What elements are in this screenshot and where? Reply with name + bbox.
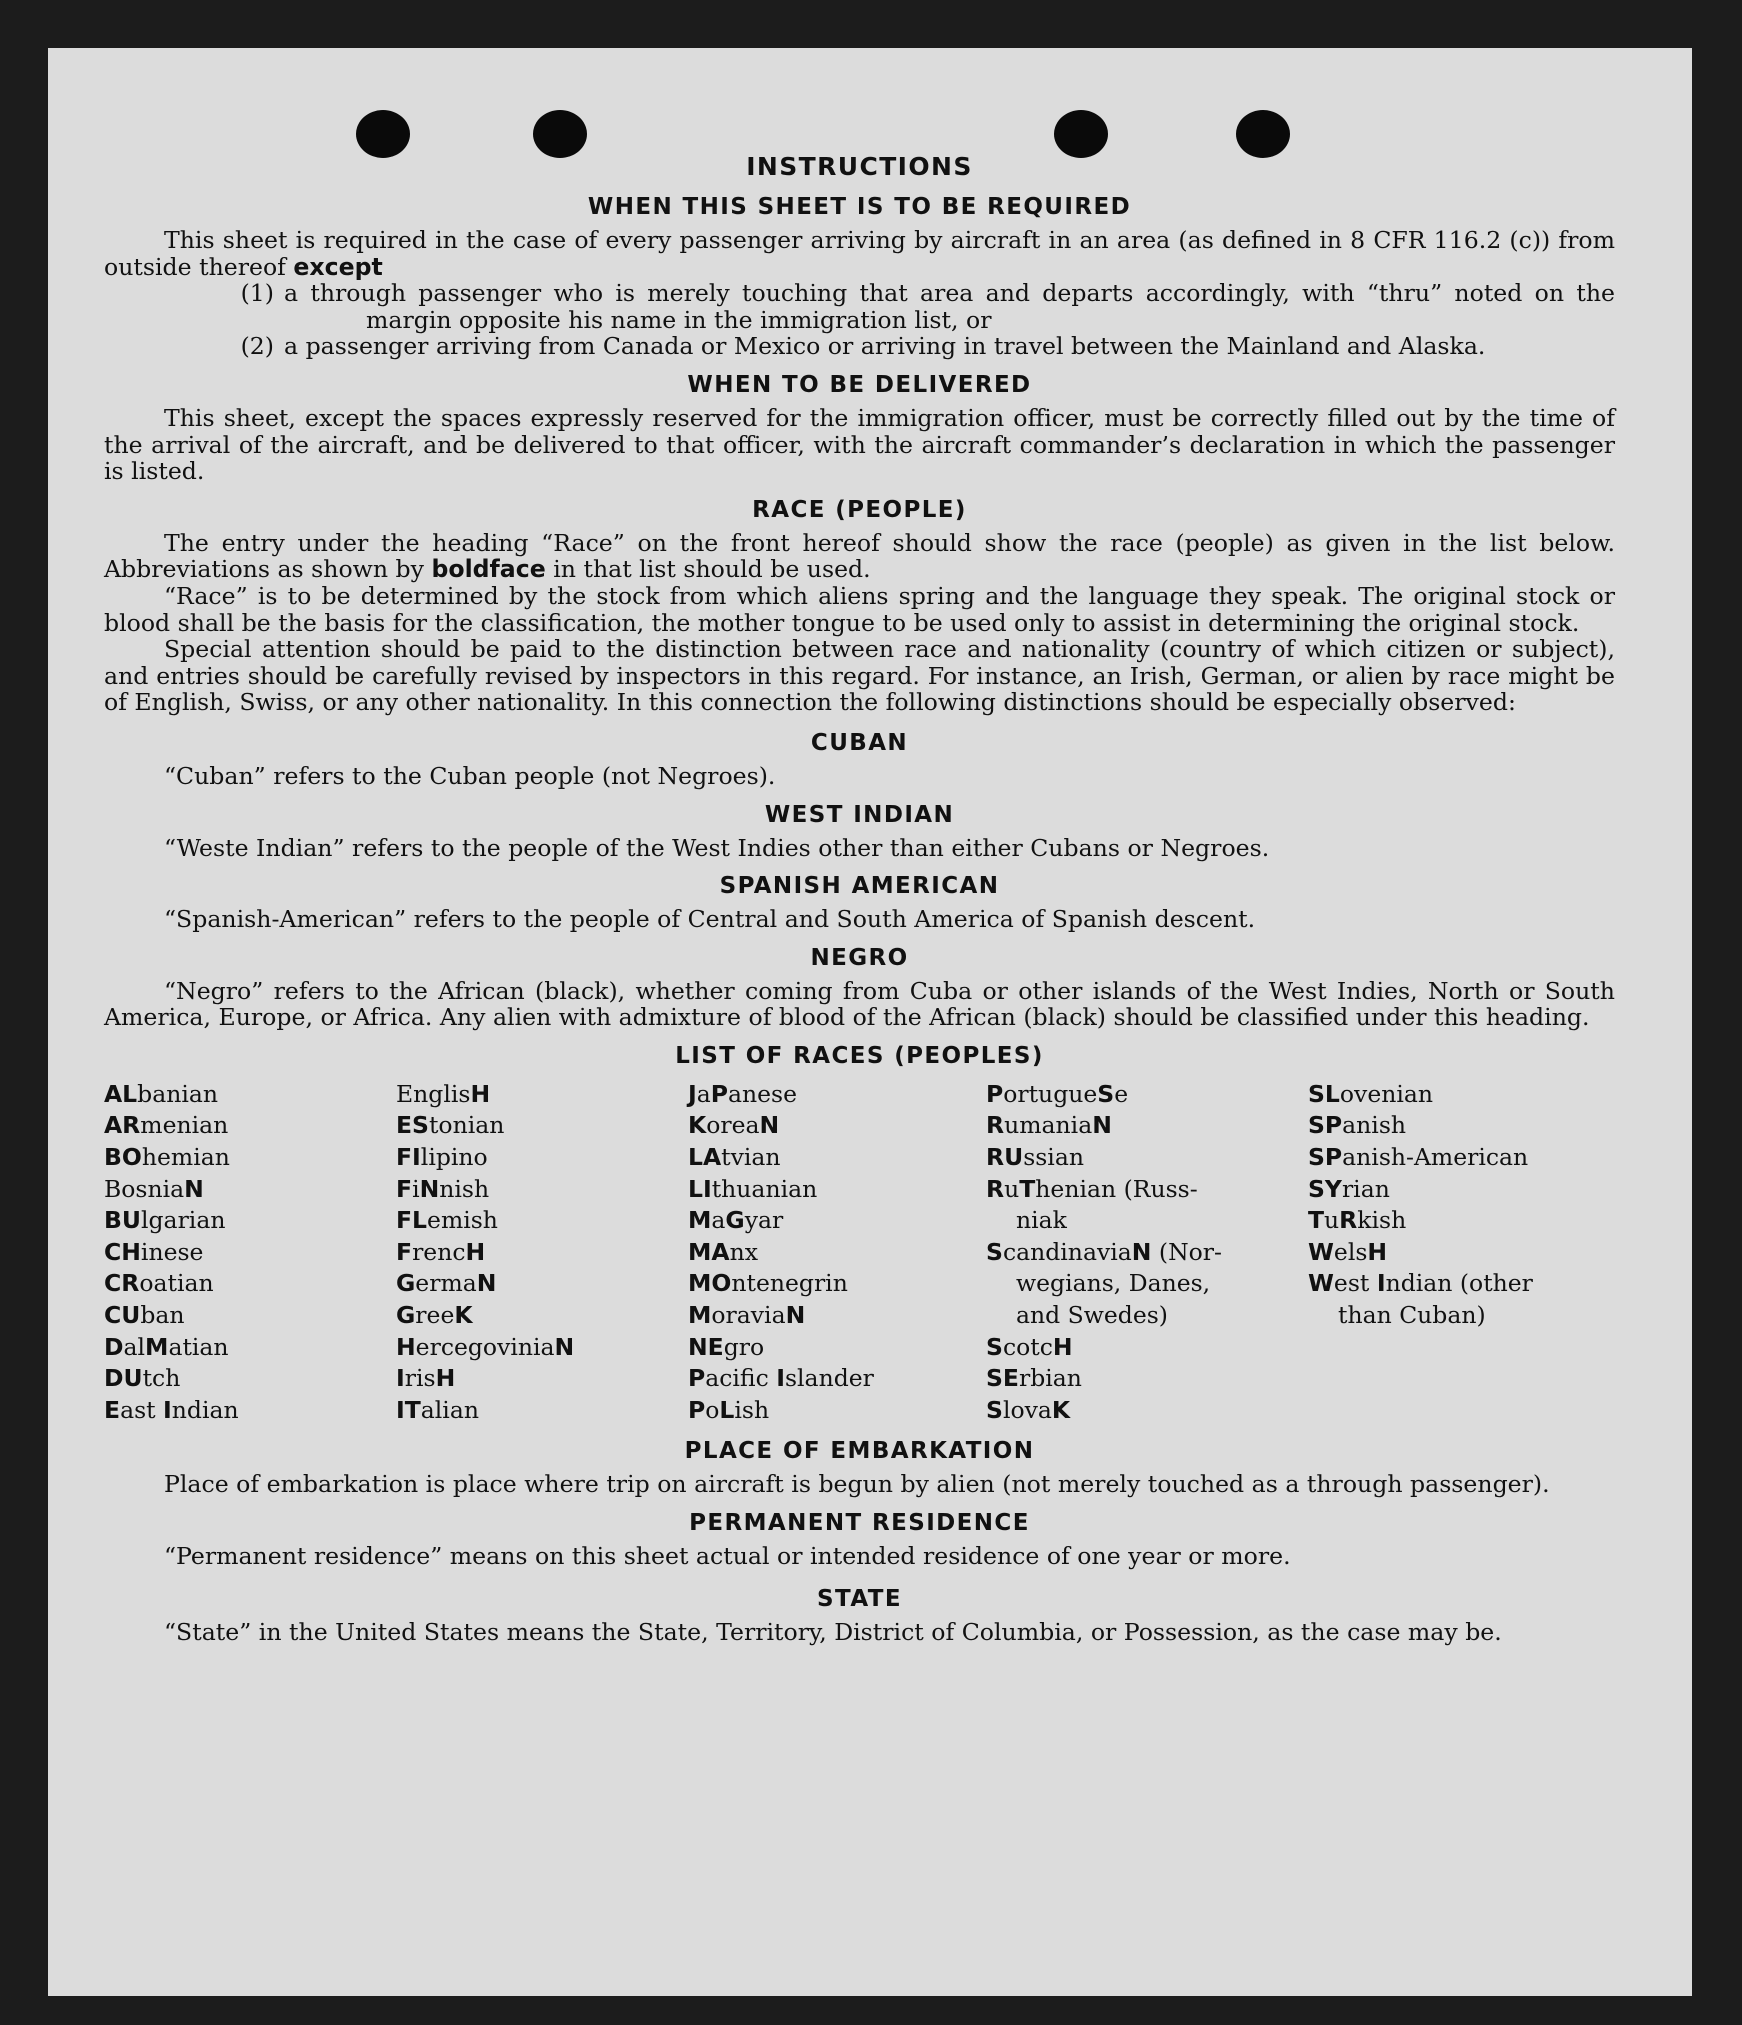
race-entry [396, 1268, 688, 1300]
race-name-part: acific [705, 1364, 777, 1393]
section-heading-negro: NEGRO [810, 944, 909, 971]
race-abbreviation: N [785, 1301, 806, 1330]
race-entry [688, 1142, 986, 1174]
race-name-part: tonian [428, 1111, 505, 1140]
race-name-part: hemian [141, 1143, 230, 1172]
race-name-part: nish [439, 1174, 490, 1203]
race-entry [396, 1363, 688, 1395]
race-entry [688, 1205, 986, 1237]
race-abbreviation: T [1308, 1206, 1325, 1235]
delivered-paragraph: This sheet, except the spaces expressly reserved for the immigration officer, must be correctly filled out by the time of the arrival of the aircraft, and be delivered to that officer, with the aircraft commander’s declaration in which the passenger is listed. [104, 403, 1615, 486]
cuban-paragraph: “Cuban” refers to the Cuban people (not Negroes). [164, 761, 776, 790]
race-abbreviation: L [719, 1395, 735, 1424]
race-entry [688, 1174, 986, 1206]
race-entry [104, 1332, 396, 1364]
race-name-part: renc [412, 1237, 466, 1266]
race-abbreviation: N [759, 1111, 780, 1140]
race-abbreviation: K [1051, 1395, 1071, 1424]
race-abbreviation: SP [1308, 1111, 1343, 1140]
race-abbreviation: W [1308, 1237, 1334, 1266]
race-entry [396, 1205, 688, 1237]
document-sheet [48, 48, 1692, 1996]
race-entry [1308, 1237, 1608, 1269]
race-entry [688, 1268, 986, 1300]
race-entry [1308, 1300, 1608, 1332]
race-abbreviation: FI [396, 1143, 421, 1172]
race-abbreviation: I [163, 1395, 172, 1424]
race-entry [104, 1174, 396, 1206]
race-paragraph [104, 530, 1615, 583]
punch-hole [533, 110, 587, 158]
race-entry [1308, 1268, 1608, 1300]
race-name-part: ast [120, 1395, 164, 1424]
item-number: (2) [240, 332, 274, 361]
race-abbreviation: H [470, 1079, 491, 1108]
race-entry [396, 1110, 688, 1142]
race-name-part: yar [744, 1206, 784, 1235]
race-name-part: nx [729, 1237, 758, 1266]
state-paragraph: “State” in the United States means the State, Territory, District of Columbia, or Possession, as the case may be. [164, 1617, 1502, 1646]
race-list [104, 1079, 1615, 1427]
race-name-part: oravia [711, 1301, 786, 1330]
race-entry [104, 1110, 396, 1142]
race-entry [688, 1395, 986, 1427]
race-abbreviation: W [1308, 1269, 1334, 1298]
section-heading-races: LIST OF RACES (PEOPLES) [675, 1042, 1044, 1069]
race-name-part: ovenian [1339, 1079, 1434, 1108]
race-entry [986, 1395, 1308, 1427]
race-entry [688, 1237, 986, 1269]
section-heading-embarkation: PLACE OF EMBARKATION [684, 1438, 1035, 1465]
race-name-part: els [1333, 1237, 1368, 1266]
section-heading-required: WHEN THIS SHEET IS TO BE REQUIRED [587, 194, 1132, 220]
race-name-part: (Nor- [1151, 1237, 1222, 1266]
race-name-part: niak [1016, 1206, 1067, 1235]
race-text: in that list should be used. [553, 555, 871, 584]
race-name-part: atian [168, 1332, 229, 1361]
race-name-part: E [396, 1079, 414, 1108]
race-name-part: a [711, 1206, 726, 1235]
race-name-part: B [104, 1174, 122, 1203]
required-paragraph [104, 227, 1615, 280]
race-column [1308, 1079, 1608, 1427]
race-paragraph: “Race” is to be determined by the stock from which aliens spring and the language they speak. The original stock or blood shall be the basis for the classification, the mother tongue to be used only to assist in determining the original stock. [104, 581, 1615, 637]
race-abbreviation: I [396, 1364, 405, 1393]
race-name-part: inese [140, 1237, 204, 1266]
race-entry [104, 1142, 396, 1174]
exception-item [104, 333, 1615, 360]
race-name-part: rian [1341, 1174, 1390, 1203]
race-abbreviation: P [986, 1079, 1004, 1108]
race-abbreviation: MO [688, 1269, 732, 1298]
race-entry [104, 1268, 396, 1300]
race-entry [104, 1205, 396, 1237]
race-name-part: oatian [139, 1269, 214, 1298]
race-column [688, 1079, 986, 1427]
race-name-part: ban [140, 1301, 185, 1330]
race-abbreviation: SY [1308, 1174, 1342, 1203]
race-name-part: ssian [1023, 1143, 1084, 1172]
race-name-part: erma [415, 1269, 477, 1298]
race-name-part: nglis [413, 1079, 471, 1108]
punch-hole [356, 110, 410, 158]
race-abbreviation: D [104, 1332, 124, 1361]
race-entry [104, 1079, 396, 1111]
race-entry [104, 1300, 396, 1332]
race-abbreviation: J [688, 1079, 697, 1108]
section-heading-cuban: CUBAN [810, 729, 909, 756]
race-name-part: lova [1002, 1395, 1052, 1424]
race-entry [104, 1363, 396, 1395]
race-name-part: tvian [721, 1143, 781, 1172]
race-name-part: alian [420, 1395, 479, 1424]
race-name-part: anese [728, 1079, 798, 1108]
race-abbreviation: N [419, 1174, 440, 1203]
embarkation-paragraph: Place of embarkation is place where trip on aircraft is begun by alien (not merely touched as a through passenger). [164, 1470, 1550, 1499]
race-name-part: anish-American [1342, 1143, 1529, 1172]
exception-item [104, 280, 1615, 333]
race-abbreviation: G [396, 1301, 416, 1330]
race-entry [688, 1363, 986, 1395]
race-name-part: and Swedes) [1016, 1301, 1168, 1330]
spanish-american-paragraph: “Spanish-American” refers to the people of Central and South America of Spanish descent. [164, 905, 1256, 934]
instructions-title: INSTRUCTIONS [746, 152, 973, 181]
race-entry [1308, 1205, 1608, 1237]
race-entry [1308, 1174, 1608, 1206]
race-entry [986, 1300, 1308, 1332]
race-abbreviation: LA [688, 1143, 722, 1172]
race-name-part: emish [427, 1206, 498, 1235]
race-entry [986, 1237, 1308, 1269]
race-abbreviation: N [1092, 1111, 1112, 1140]
race-name-part: kish [1357, 1206, 1407, 1235]
race-name-part: menian [140, 1111, 229, 1140]
race-name-part: candinavia [1002, 1237, 1132, 1266]
race-entry [986, 1205, 1308, 1237]
race-name-part: a [696, 1079, 711, 1108]
race-abbreviation: DU [104, 1364, 143, 1393]
race-abbreviation: S [986, 1395, 1003, 1424]
race-abbreviation: I [1376, 1269, 1386, 1298]
race-abbreviation: R [986, 1174, 1005, 1203]
race-name-part: wegians, Danes, [1016, 1269, 1211, 1298]
race-abbreviation: S [986, 1237, 1003, 1266]
race-name-part: o [705, 1395, 720, 1424]
race-abbreviation: S [986, 1332, 1003, 1361]
race-entry [1308, 1110, 1608, 1142]
race-abbreviation: BO [104, 1143, 142, 1172]
race-name-part: u [1004, 1174, 1020, 1203]
race-text: The entry under the heading “Race” on the front hereof should show the race (people) as given in the list below. Abbreviations as shown by [104, 528, 1615, 584]
race-name-part: ndian [171, 1395, 239, 1424]
race-abbreviation: ES [396, 1111, 429, 1140]
race-abbreviation: N [1131, 1237, 1152, 1266]
race-column [104, 1079, 396, 1427]
race-abbreviation: E [104, 1395, 121, 1424]
race-entry [1308, 1142, 1608, 1174]
race-name-part: slander [784, 1364, 874, 1393]
except-keyword: except [293, 252, 383, 281]
race-abbreviation: H [1367, 1237, 1388, 1266]
race-name-part: henian (Russ- [1035, 1174, 1198, 1203]
race-abbreviation: T [1019, 1174, 1036, 1203]
race-name-part: ris [404, 1364, 436, 1393]
race-abbreviation: P [710, 1079, 728, 1108]
race-entry [986, 1110, 1308, 1142]
race-abbreviation: F [396, 1174, 413, 1203]
race-entry [688, 1300, 986, 1332]
race-name-part: lipino [420, 1143, 488, 1172]
punch-hole [1236, 110, 1290, 158]
race-abbreviation: CH [104, 1237, 141, 1266]
race-abbreviation: G [725, 1206, 745, 1235]
race-entry [396, 1174, 688, 1206]
race-abbreviation: LI [688, 1174, 712, 1203]
item-text: a through passenger who is merely touching that area and departs accordingly, with “thru” noted on the margin opposite his name in the immigration list, or [284, 279, 1615, 334]
race-column [396, 1079, 688, 1427]
race-entry [986, 1332, 1308, 1364]
race-name-part: lgarian [141, 1206, 226, 1235]
race-name-part: ercegovinia [415, 1332, 555, 1361]
race-name-part: cotc [1002, 1332, 1053, 1361]
race-entry [396, 1395, 688, 1427]
west-indian-paragraph: “Weste Indian” refers to the people of the West Indies other than either Cubans or Negroes. [164, 833, 1270, 862]
race-name-part: tch [142, 1364, 181, 1393]
race-entry [396, 1332, 688, 1364]
race-name-part: anish [1342, 1111, 1407, 1140]
race-entry [1308, 1079, 1608, 1111]
residence-paragraph: “Permanent residence” means on this sheet actual or intended residence of one year or more. [164, 1542, 1291, 1570]
race-name-part: thuanian [711, 1174, 818, 1203]
required-text: This sheet is required in the case of every passenger arriving by aircraft in an area (as defined in 8 CFR 116.2 (c)) from outside thereof [104, 226, 1615, 281]
item-number: (1) [240, 279, 274, 308]
race-abbreviation: BU [104, 1206, 141, 1235]
race-abbreviation: SE [986, 1364, 1019, 1393]
race-entry [396, 1300, 688, 1332]
section-heading-west-indian: WEST INDIAN [764, 801, 955, 828]
race-abbreviation: S [1097, 1079, 1115, 1108]
race-abbreviation: SL [1308, 1079, 1340, 1108]
race-abbreviation: H [465, 1237, 486, 1266]
boldface-keyword: boldface [431, 555, 546, 584]
race-entry [688, 1110, 986, 1142]
race-name-part: rbian [1018, 1364, 1082, 1393]
section-heading-state: STATE [817, 1585, 902, 1612]
race-abbreviation: AL [104, 1079, 138, 1108]
race-abbreviation: SP [1308, 1143, 1343, 1172]
race-name-part: al [123, 1332, 146, 1361]
race-abbreviation: H [435, 1364, 456, 1393]
race-entry [396, 1079, 688, 1111]
race-abbreviation: N [554, 1332, 575, 1361]
race-entry [688, 1332, 986, 1364]
race-entry [104, 1237, 396, 1269]
race-entry [688, 1079, 986, 1111]
race-abbreviation: N [476, 1269, 497, 1298]
race-abbreviation: K [454, 1301, 473, 1330]
race-name-part: ree [415, 1301, 455, 1330]
race-abbreviation: R [986, 1111, 1005, 1140]
race-name-part: banian [137, 1079, 219, 1108]
race-abbreviation: N [184, 1174, 204, 1203]
section-heading-spanish-american: SPANISH AMERICAN [719, 873, 1000, 900]
race-abbreviation: H [1052, 1332, 1073, 1361]
section-heading-race: RACE (PEOPLE) [752, 496, 967, 523]
section-heading-residence: PERMANENT RESIDENCE [689, 1510, 1030, 1536]
section-heading-delivered: WHEN TO BE DELIVERED [687, 371, 1032, 398]
race-abbreviation: FL [396, 1206, 428, 1235]
race-name-part: umania [1004, 1111, 1093, 1140]
race-entry [396, 1237, 688, 1269]
race-abbreviation: CR [104, 1269, 140, 1298]
race-abbreviation: P [688, 1364, 706, 1393]
race-paragraph: Special attention should be paid to the distinction between race and nationality (country of which citizen or subject), and entries should be carefully revised by inspectors in this regard. For instance, an Irish, German, or alien by race might be of English, Swiss, or any other nationality. In this connection the following distinctions should be especially observed: [104, 635, 1615, 717]
punch-hole [1054, 110, 1108, 158]
race-abbreviation: I [776, 1364, 785, 1393]
race-abbreviation: AR [104, 1111, 141, 1140]
race-abbreviation: F [396, 1237, 413, 1266]
race-entry [396, 1142, 688, 1174]
race-name-part: than Cuban) [1338, 1301, 1486, 1330]
race-abbreviation: MA [688, 1237, 730, 1266]
item-text: a passenger arriving from Canada or Mexico or arriving in travel between the Mainland and Alaska. [284, 332, 1486, 361]
race-name-part: e [1114, 1079, 1129, 1108]
race-abbreviation: H [396, 1332, 416, 1361]
race-entry [104, 1395, 396, 1427]
race-name-part: orea [706, 1111, 760, 1140]
race-abbreviation: M [688, 1206, 712, 1235]
race-abbreviation: G [396, 1269, 416, 1298]
race-name-part: gro [723, 1332, 765, 1361]
race-entry [986, 1363, 1308, 1395]
race-name-part: ish [734, 1395, 770, 1424]
negro-paragraph: “Negro” refers to the African (black), whether coming from Cuba or other islands of the West Indies, North or South America, Europe, or Africa. Any alien with admixture of blood of the African (black) should be classified under this heading. [104, 976, 1615, 1032]
instructions-content [104, 152, 1615, 1645]
race-name-part: ortugue [1003, 1079, 1098, 1108]
race-name-part: i [412, 1174, 420, 1203]
race-abbreviation: CU [104, 1301, 141, 1330]
race-abbreviation: P [688, 1395, 706, 1424]
race-name-part: u [1324, 1206, 1340, 1235]
race-entry [986, 1142, 1308, 1174]
race-entry [986, 1268, 1308, 1300]
race-name-part: ndian (other [1385, 1269, 1533, 1298]
race-abbreviation: RU [986, 1143, 1024, 1172]
race-entry [986, 1174, 1308, 1206]
race-abbreviation: NE [688, 1332, 724, 1361]
race-name-part: osnia [121, 1174, 185, 1203]
race-abbreviation: R [1339, 1206, 1358, 1235]
race-abbreviation: K [688, 1111, 707, 1140]
race-abbreviation: M [688, 1301, 712, 1330]
race-column [986, 1079, 1308, 1427]
race-abbreviation: IT [396, 1395, 421, 1424]
race-name-part: est [1333, 1269, 1377, 1298]
race-abbreviation: M [145, 1332, 169, 1361]
race-entry [986, 1079, 1308, 1111]
race-name-part: ntenegrin [731, 1269, 848, 1298]
